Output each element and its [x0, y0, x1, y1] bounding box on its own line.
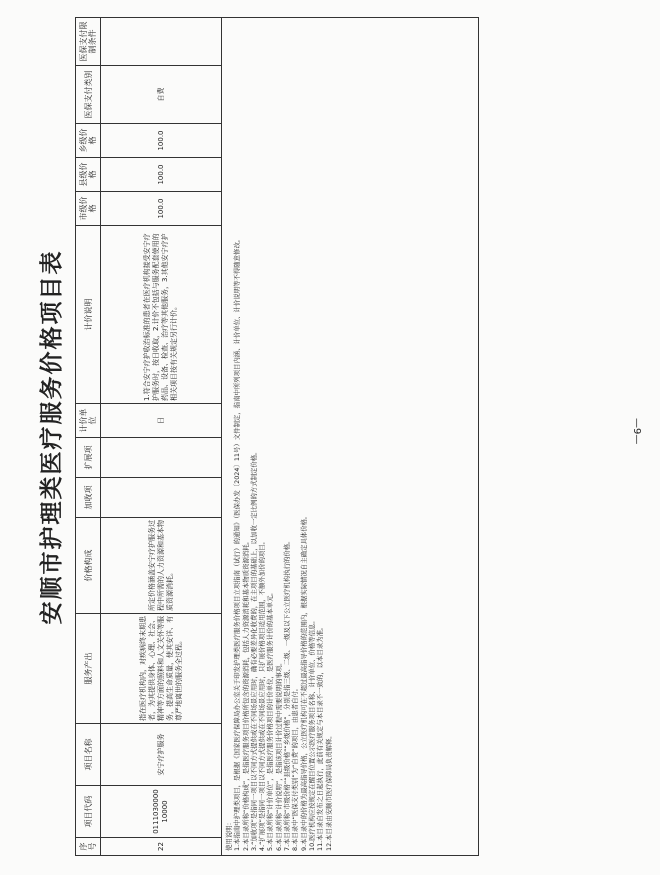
note-item: 6.本目录所称“计价说明”，是指该项目计价过程中需要说明的事项。: [274, 659, 283, 851]
cell-output: 指在医疗机构内，对疾病终末期患者，为其提供身体、心理、社会、精神等方面的照料和人文关怀等服务，提高生命质量，使其安详、有尊严地离世的服务全过程。: [101, 614, 222, 724]
note-item: 10.医疗机构应按规定在醒目位置公示医疗服务项目名称、计价单位、价格等信息。: [307, 617, 316, 851]
note-item: 7.本目录所称“市级价格”“县级价格”“乡级价格”，分别是指三级、二级、一级及以下公立医疗机构执行的价格。: [283, 537, 292, 851]
page-number: —9—: [631, 418, 642, 445]
note-item: 2.本目录所称“价格构成”，是指医疗服务项目价格所包含的资源消耗，包括人力资源消耗和基本物质资源消耗。: [241, 537, 250, 851]
header-unit: 计价单位: [76, 404, 101, 438]
note-item: 12.本目录由安顺市医疗保障局负责解释。: [324, 732, 333, 851]
header-county-price: 县级价格: [76, 158, 101, 192]
cell-surcharge: [101, 478, 222, 518]
note-item: 8.本目录中“医保支付类别”为“自费”的项目，由患者自付。: [291, 684, 300, 851]
note-item: 3.“加收项”是指同一项目以不同方式提供或在不同场景应用时，确有必要差异化收费的，在主项目的基础上，以加收一定比例的方式制定价格。: [249, 448, 258, 851]
header-township-price: 乡级价格: [76, 124, 101, 158]
cell-county-price: 100.0: [101, 158, 222, 192]
document-title: 安顺市护理类医疗服务价格项目表: [39, 249, 65, 625]
usage-notes: [222, 18, 479, 856]
cell-township-price: 100.0: [101, 124, 222, 158]
header-row: [76, 18, 101, 856]
header-insurance-category: 医保支付类别: [76, 66, 101, 124]
cell-composition: 所定价格涵盖安宁疗护服务过程中所需的人力资源和基本物质资源消耗。: [101, 518, 222, 614]
rotated-document: [35, 12, 625, 862]
note-item: 11.本目录自发布之日起执行，此前有关规定与本目录不一致的，以本目录为准。: [316, 623, 325, 851]
notes-row: [222, 18, 479, 856]
cell-name: 安宁疗护服务: [101, 724, 222, 786]
cell-extension: [101, 438, 222, 478]
cell-insurance-limit: [101, 18, 222, 66]
note-item: 1.本指南中护理类项目，是根据《国家医疗保障局办公室关于印发护理类医疗服务价格项目立项指南（试行）的通知》（医保办发〔2024〕11号）文件制定，指南中所列项目内涵、计价单位、计价说明等不得随意修改。: [233, 235, 242, 851]
cell-unit: 日: [101, 404, 222, 438]
header-seq: 序号: [76, 838, 101, 856]
header-insurance-limit: 医保支付限制条件: [76, 18, 101, 66]
cell-insurance-category: 自费: [101, 66, 222, 124]
header-code: 项目代码: [76, 786, 101, 838]
table-row: [101, 18, 222, 856]
cell-seq: 22: [101, 838, 222, 856]
cell-code: 011103000010000: [101, 786, 222, 838]
note-item: 4.“扩展项”是指同一项目以不同方式提供或在不同场景应用时，只扩展价格项目适用范围，不额外加价的项目。: [258, 537, 267, 851]
header-name: 项目名称: [76, 724, 101, 786]
cell-explanation: 1.符合安宁疗护收治标准的患者在医疗机构接受安宁疗护服务时，按日收取，2.计价不包括与服务配套使用的药品、设备、检查、治疗等其他服务，3.其他安宁疗护相关项目按有关规定另行计价。: [101, 226, 222, 404]
header-extension: 扩展项: [76, 438, 101, 478]
note-item: 9.本目录中的价格为最高指导价格，公立医疗机构可在不超过最高指导价格的范围内，根据实际情况自主确定具体价格。: [299, 512, 308, 851]
header-explanation: 计价说明: [76, 226, 101, 404]
cell-city-price: 100.0: [101, 192, 222, 226]
notes-label: 使用说明：: [225, 819, 233, 851]
header-city-price: 市级价格: [76, 192, 101, 226]
header-composition: 价格构成: [76, 518, 101, 614]
header-surcharge: 加收项: [76, 478, 101, 518]
price-table: [75, 17, 479, 856]
note-item: 5.本目录所称“计价单位”，是指医疗服务价格项目的计价单位，是医疗服务计价的基本单元。: [266, 589, 275, 851]
header-output: 服务产出: [76, 614, 101, 724]
